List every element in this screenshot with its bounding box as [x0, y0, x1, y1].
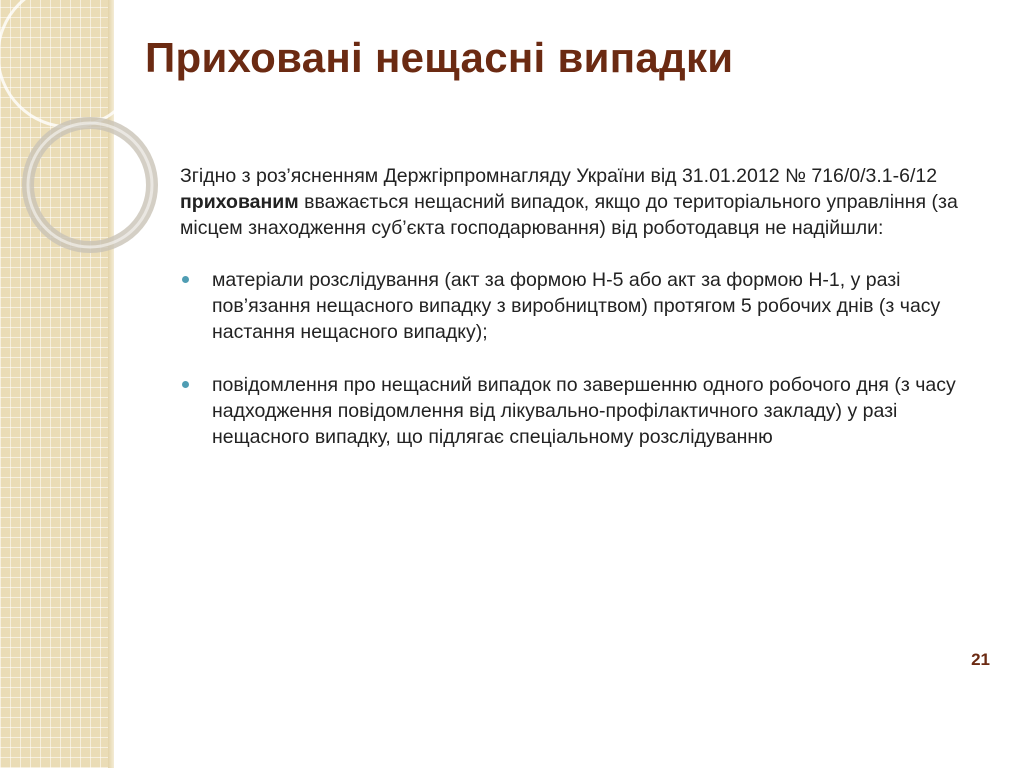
- slide-title: Приховані нещасні випадки: [145, 34, 734, 81]
- bullet-text: матеріали розслідування (акт за формою Н-5 або акт за формою Н-1, у разі пов’язання нещасного випадку з виробництвом) протягом 5 робочих днів (з часу настання нещасного випадку);: [212, 269, 941, 343]
- intro-paragraph: [180, 163, 990, 241]
- bullet-item: [180, 267, 990, 345]
- intro-bold-term: прихованим: [180, 191, 299, 213]
- bullet-item: [180, 372, 990, 450]
- bullet-dot-icon: [182, 381, 189, 388]
- intro-text-start: Згідно з роз’ясненням Держгірпромнагляду України від 31.01.2012 № 716/0/3.1-6/12: [180, 165, 938, 187]
- decorative-rings: [0, 0, 160, 300]
- slide-body: [180, 163, 990, 477]
- bullet-dot-icon: [182, 276, 189, 283]
- bullet-text: повідомлення про нещасний випадок по завершенню одного робочого дня (з часу надходження повідомлення від лікувально-профілактичного закладу) у разі нещасного випадку, що підлягає спеціальному розслідуванню: [212, 374, 956, 448]
- bullet-list: [180, 267, 990, 450]
- ring-middle-highlight: [28, 123, 152, 247]
- intro-text-end: вважається нещасний випадок, якщо до територіального управління (за місцем знаходження суб’єкта господарювання) від роботодавця не надійшли:: [180, 191, 958, 239]
- ring-top: [0, 0, 142, 127]
- page-number: 21: [971, 650, 990, 669]
